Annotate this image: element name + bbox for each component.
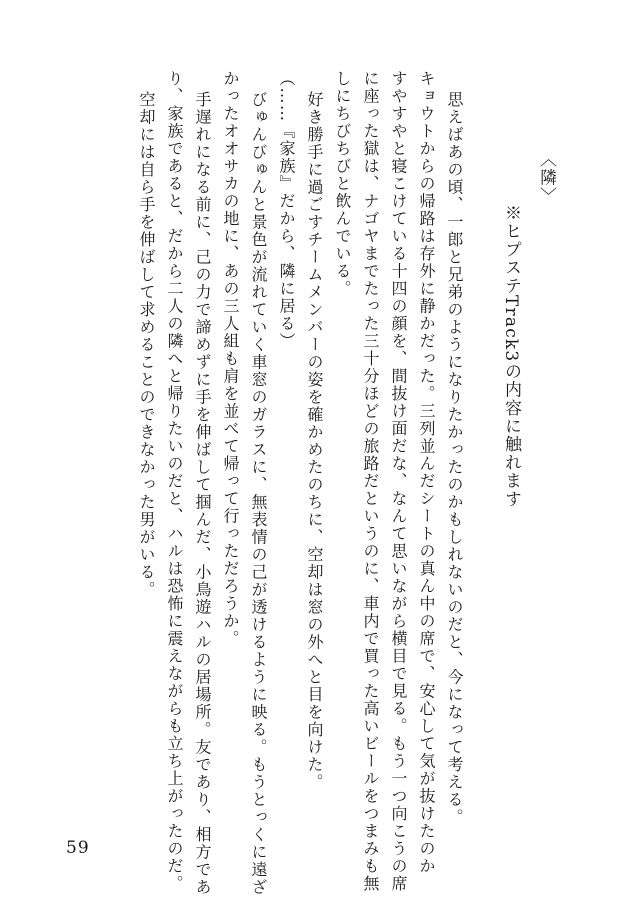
- text-line-4: に座った獄は、ナゴヤまでたった三十分ほどの旅路だというのに、車内で買った高いビールをつまみも無: [361, 70, 380, 893]
- text-line-7: （……『家族』だから、隣に居る）: [277, 70, 296, 350]
- text-line-6: 好き勝手に過ごすチームメンバーの姿を確かめたのちに、空却は窓の外へと目を向けた。: [305, 91, 324, 791]
- text-line-12: 空却には自ら手を伸ばして求めることのできなかった男がいる。: [137, 91, 156, 599]
- text-line-10: 手遅れになる前に、己の力で諦めずに手を伸ばして掴んだ、小鳥遊ハルの居場所。友であり、相方であ: [193, 91, 212, 896]
- text-line-5: しにちびちびと飲んでいる。: [333, 70, 352, 298]
- chapter-title: 〈隣〉: [536, 150, 556, 206]
- text-line-3: すやすやと寝こけている十四の顔を、間抜け面だな、なんて思いながら横目で見る。もう一つ向こうの席: [389, 70, 408, 893]
- text-line-9: かったオオサカの地に、あの三人組も肩を並べて帰って行っただろうか。: [221, 70, 240, 648]
- page-number: 59: [66, 838, 90, 858]
- text-line-8: びゅんびゅんと景色が流れていく車窓のガラスに、無表情の己が透けるように映る。もうとっくに遠ざ: [249, 91, 268, 896]
- text-line-1: 思えばあの頃、一郎と兄弟のようになりたかったのかもしれないのだと、今になって考える。: [445, 91, 464, 826]
- text-line-11: り、家族であると、だから二人の隣へと帰りたいのだと、ハルは恐怖に震えながらも立ち上がったのだ。: [165, 70, 184, 893]
- text-line-2: キョウトからの帰路は存外に静かだった。三列並んだシートの真ん中の席で、安心して気が抜けたのか: [417, 70, 436, 875]
- content-warning-note: ※ヒプステTrack3の内容に触れます: [501, 204, 521, 509]
